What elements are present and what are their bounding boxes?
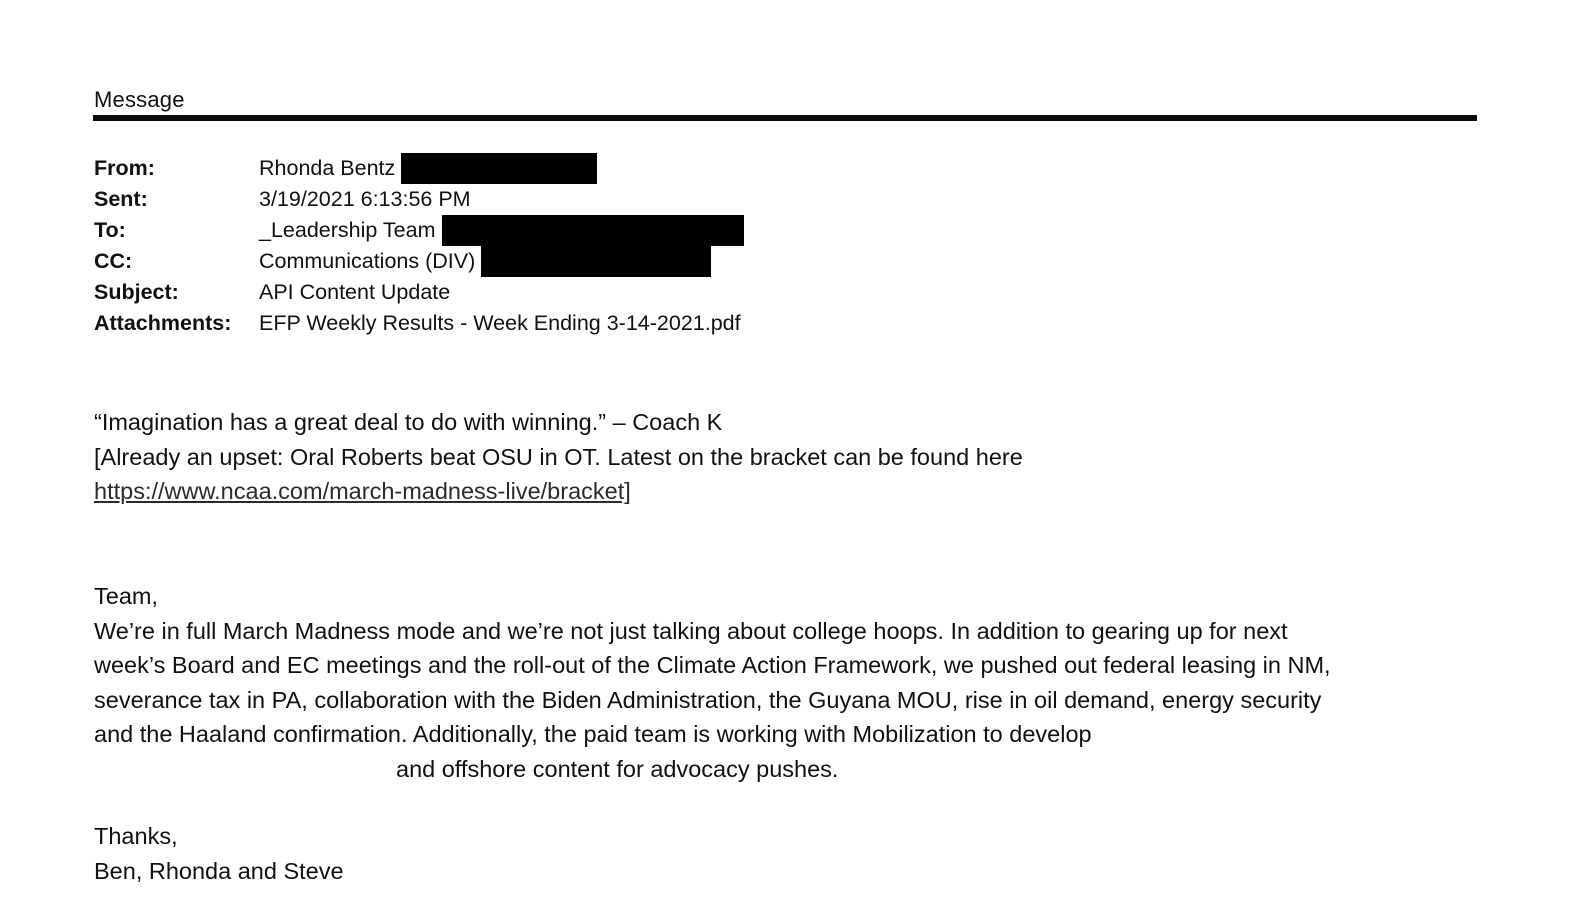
signature: Ben, Rhonda and Steve <box>94 857 344 884</box>
paragraph-line: week’s Board and EC meetings and the roll-out of the Climate Action Framework, we pushed out federal leasing in NM, <box>94 652 1331 678</box>
to-value: _Leadership Team <box>259 218 436 242</box>
redaction-box <box>481 246 711 277</box>
from-value: Rhonda Bentz <box>259 156 396 180</box>
upset-note: [Already an upset: Oral Roberts beat OSU in OT. Latest on the bracket can be found here <box>94 443 1023 470</box>
to-value-wrap <box>259 215 744 246</box>
subject-value-wrap <box>259 277 450 308</box>
sent-value: 3/19/2021 6:13:56 PM <box>259 187 471 211</box>
from-value-wrap <box>259 153 597 184</box>
bracket-link[interactable]: https://www.ncaa.com/march-madness-live/bracket] <box>94 478 631 504</box>
title-divider <box>93 115 1477 121</box>
message-body <box>94 579 1331 786</box>
paragraph-line: and offshore content for advocacy pushes. <box>396 755 839 782</box>
attachments-value-wrap <box>259 308 741 339</box>
sent-value-wrap <box>259 184 471 215</box>
redaction-box <box>442 215 744 246</box>
cc-label: CC: <box>94 249 133 273</box>
subject-label: Subject: <box>94 280 179 304</box>
attachment-filename[interactable]: EFP Weekly Results - Week Ending 3-14-2021.pdf <box>259 311 741 335</box>
cc-value: Communications (DIV) <box>259 249 476 273</box>
attachments-label: Attachments: <box>94 311 232 335</box>
quote-section <box>94 405 1023 509</box>
cc-value-wrap <box>259 246 711 277</box>
paragraph-line: and the Haaland confirmation. Additionally, the paid team is working with Mobilization to develop <box>94 721 1092 747</box>
closing: Thanks, <box>94 823 178 849</box>
sent-label: Sent: <box>94 187 148 211</box>
from-label: From: <box>94 156 155 180</box>
to-label: To: <box>94 218 126 242</box>
subject-value: API Content Update <box>259 280 451 304</box>
paragraph-line: We’re in full March Madness mode and we’re not just talking about college hoops. In addition to gearing up for next <box>94 617 1288 644</box>
sign-off <box>94 819 344 888</box>
document-title: Message <box>94 87 185 112</box>
paragraph-line: severance tax in PA, collaboration with the Biden Administration, the Guyana MOU, rise in oil demand, energy security <box>94 686 1322 713</box>
coach-k-quote: “Imagination has a great deal to do with winning.” – Coach K <box>94 409 723 435</box>
redaction-box <box>401 153 597 184</box>
greeting: Team, <box>94 583 158 609</box>
